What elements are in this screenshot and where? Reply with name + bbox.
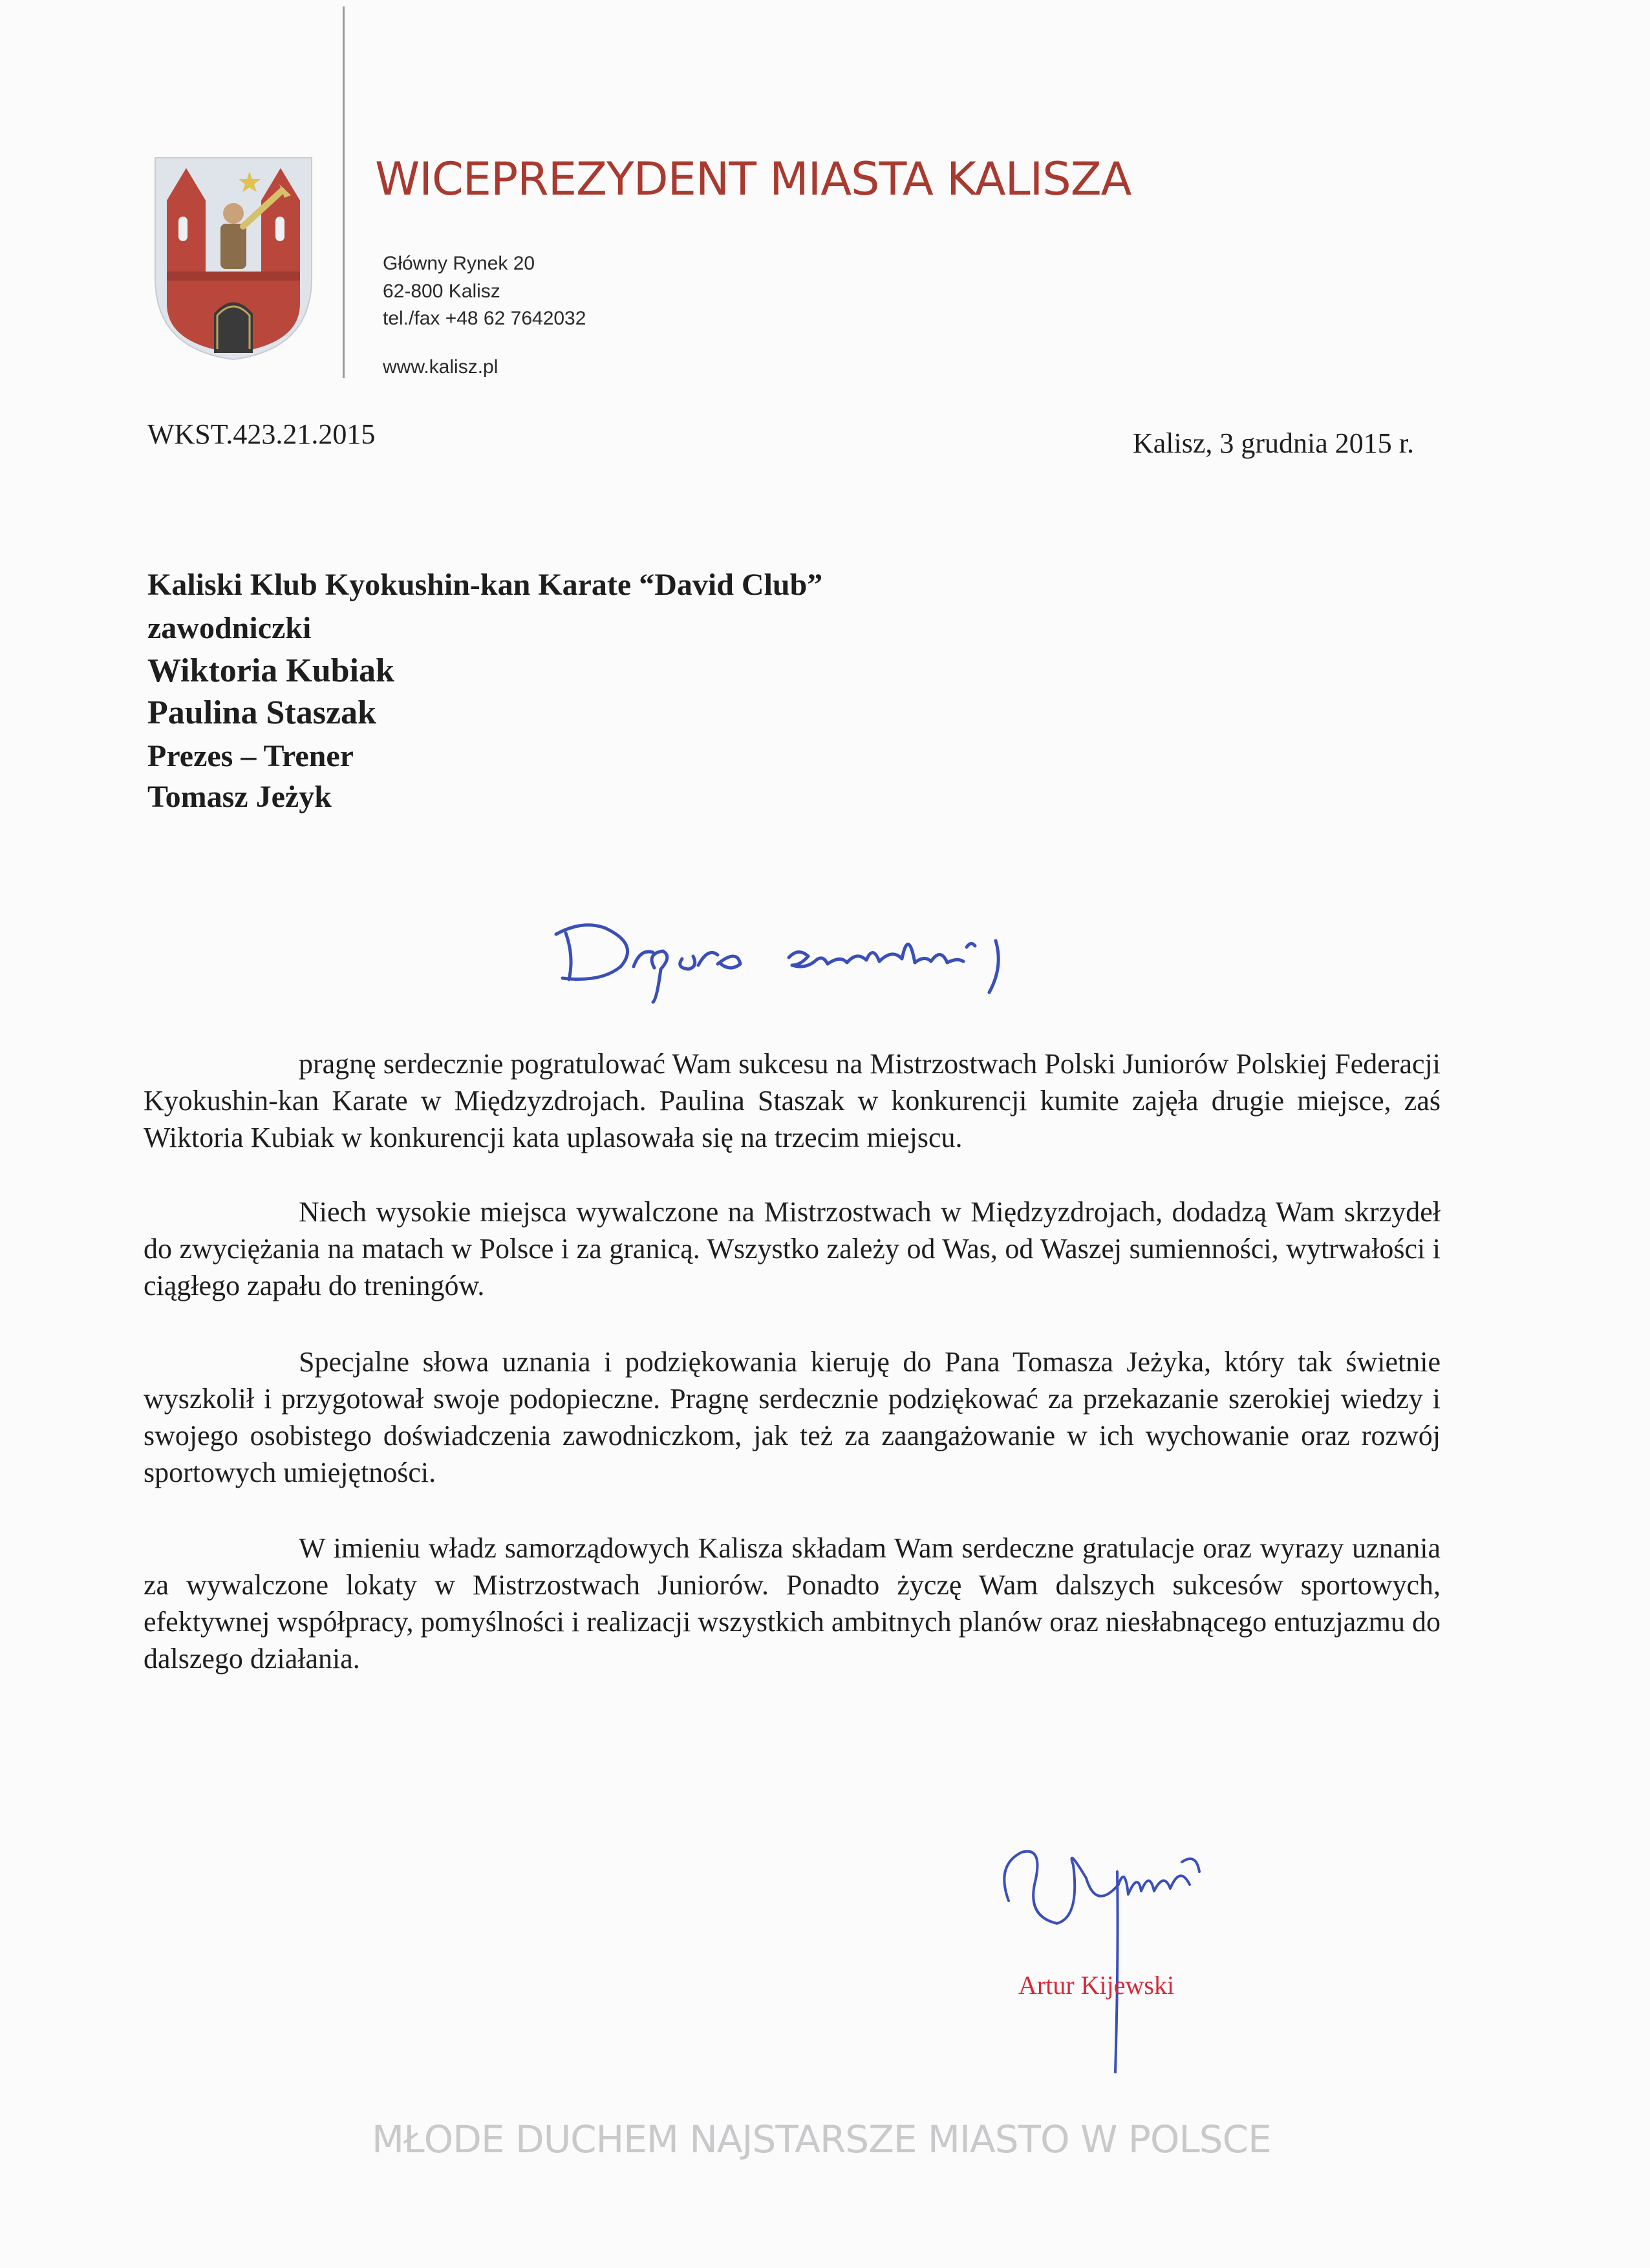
office-title: WICEPREZYDENT MIASTA KALISZA: [375, 153, 1131, 206]
recipient-role: Prezes – Trener: [147, 739, 354, 773]
body-paragraph: W imieniu władz samorządowych Kalisza składam Wam serdeczne gratulacje oraz wyrazy uznania za wywalczone lokaty w Mistrzostwach Juniorów. Ponadto życzę Wam dalszych sukcesów sportowych, efektywnej współpracy, pomyślności i realizacji wszystkich ambitnych planów oraz niesłabnącego entuzjazmu do dalszego działania.: [144, 1532, 1441, 1674]
body-paragraph: pragnę serdecznie pogratulować Wam sukcesu na Mistrzostwach Polski Juniorów Polskiej Federacji Kyokushin-kan Karate w Międzyzdrojach. Paulina Staszak w konkurencji kumite zajęła drugie miejsce, zaś Wiktoria Kubiak w konkurencji kata uplasowała się na trzecim miejscu.: [144, 1048, 1441, 1153]
reference-number: WKST.423.21.2015: [147, 418, 376, 450]
date-line: Kalisz, 3 grudnia 2015 r.: [1132, 427, 1414, 459]
recipient-club: Kaliski Klub Kyokushin-kan Karate “David Club”: [147, 568, 823, 602]
recipient-role: zawodniczki: [147, 611, 312, 645]
handwritten-signature: [983, 1826, 1216, 2085]
handwritten-greeting: [543, 902, 1060, 1012]
footer-motto: MŁODE DUCHEM NAJSTARSZE MIASTO W POLSCE: [372, 2117, 1271, 2161]
body-paragraph: Specjalne słowa uznania i podziękowania kieruję do Pana Tomasza Jeżyka, który tak świetnie wyszkolił i przygotował swoje podopieczne. Pragnę serdecznie podziękować za przekazanie szerokiej wiedzy i swojego osobistego doświadczenia zawodniczkom, jak też za zaangażowanie w ich wychowanie oraz rozwój sportowych umiejętności.: [144, 1346, 1441, 1488]
signer-name: Artur Kijewski: [1018, 1971, 1175, 2000]
body-paragraph: Niech wysokie miejsca wywalczone na Mistrzostwach w Międzyzdrojach, dodadzą Wam skrzydeł do zwyciężania na matach w Polsce i za granicą. Wszystko zależy od Was, od Waszej sumienności, wytrwałości i ciągłego zapału do treningów.: [144, 1196, 1441, 1301]
recipient-name: Tomasz Jeżyk: [147, 780, 332, 814]
kalisz-coat-of-arms-icon: [153, 155, 314, 362]
address-website: www.kalisz.pl: [383, 356, 498, 378]
address-street: Główny Rynek 20: [383, 253, 535, 274]
recipient-name: Paulina Staszak: [147, 694, 376, 731]
recipient-name: Wiktoria Kubiak: [147, 652, 394, 689]
address-city: 62-800 Kalisz: [383, 281, 500, 302]
address-phone: tel./fax +48 62 7642032: [383, 308, 586, 329]
header-divider: [343, 6, 345, 378]
